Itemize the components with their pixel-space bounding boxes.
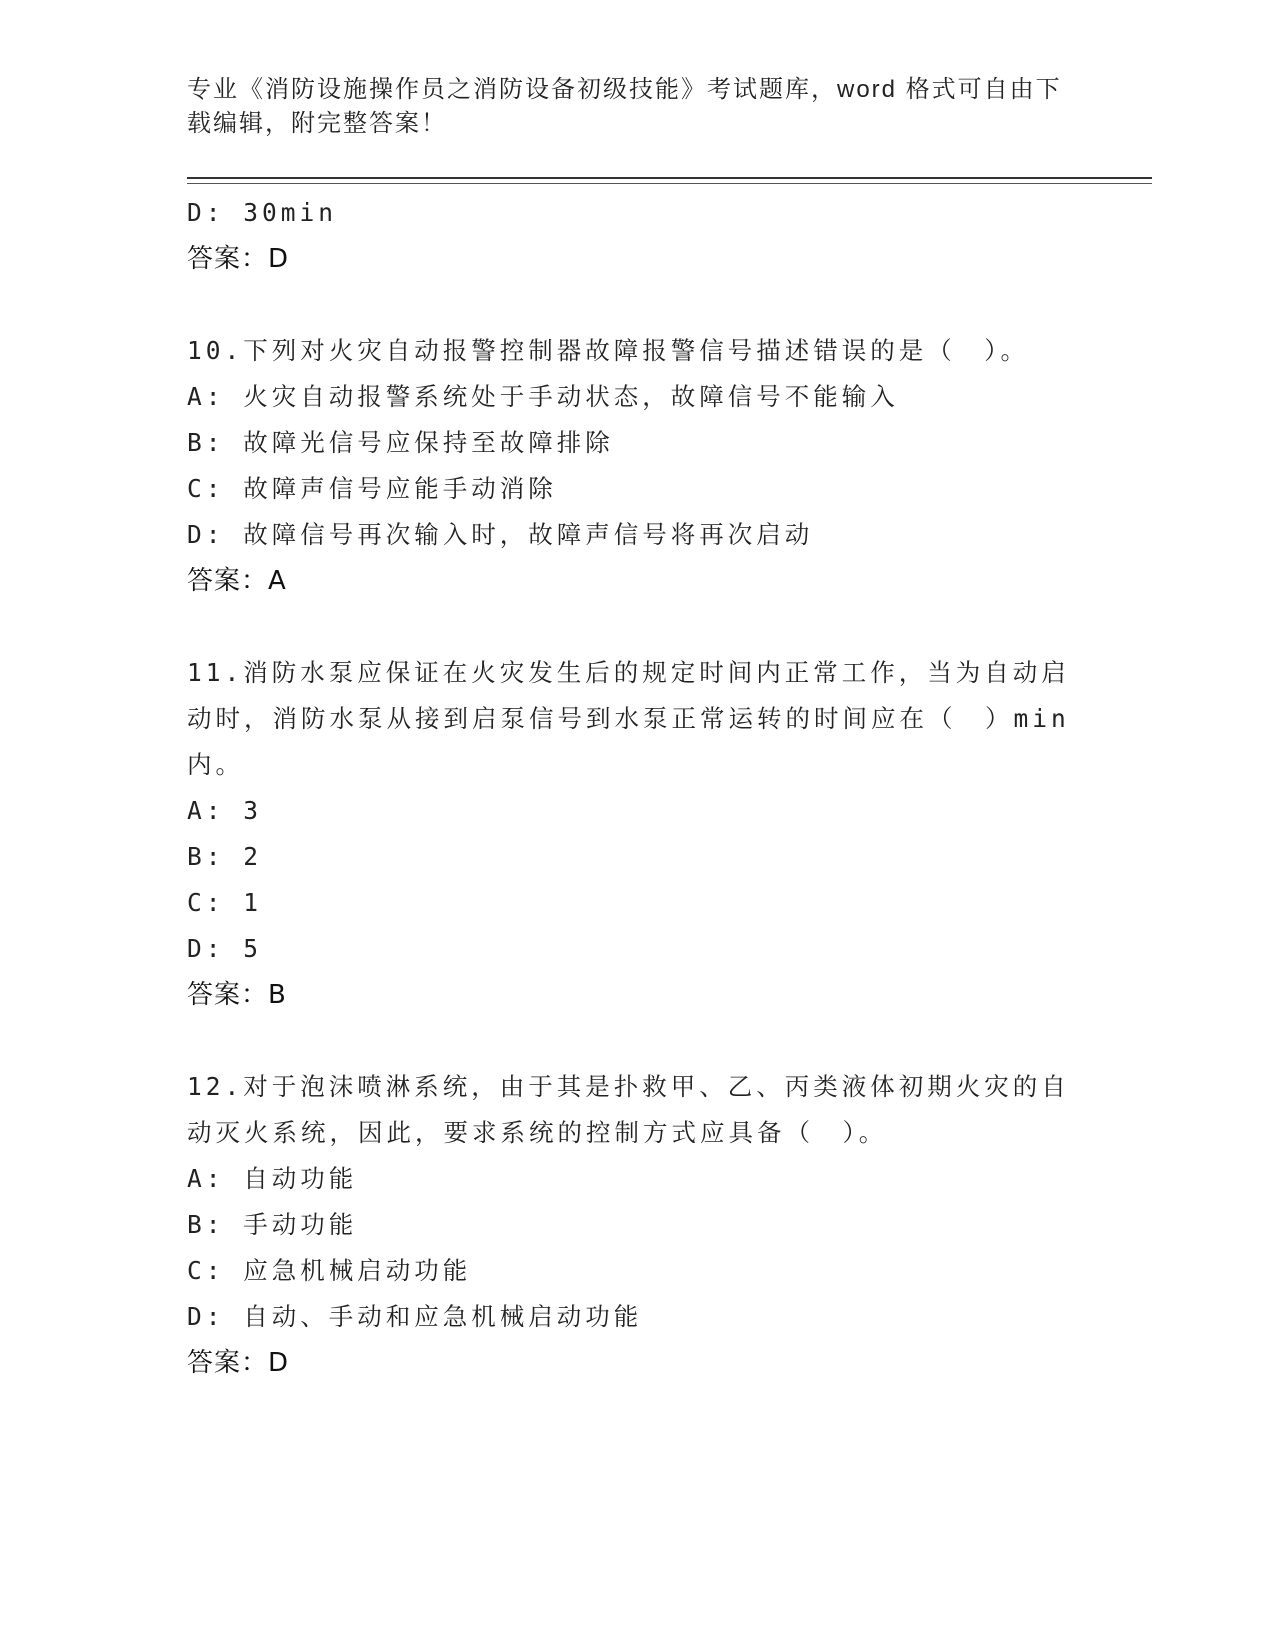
option-c: C: 应急机械启动功能	[187, 1256, 472, 1285]
prev-answer: 答案：D	[187, 244, 290, 274]
option-a: A: 3	[187, 796, 263, 825]
question-stem: 10.下列对火灾自动报警控制器故障报警信号描述错误的是（ ）。	[187, 336, 1029, 365]
option-c: C: 故障声信号应能手动消除	[187, 474, 557, 503]
header-divider-thick	[187, 177, 1152, 179]
question-stem-line-2: 动时，消防水泵从接到启泵信号到水泵正常运转的时间应在（ ）min	[187, 704, 1070, 733]
answer: 答案：A	[187, 566, 287, 596]
question-12	[187, 1064, 1087, 1386]
option-a: A: 火灾自动报警系统处于手动状态，故障信号不能输入	[187, 382, 899, 411]
option-d: D: 自动、手动和应急机械启动功能	[187, 1302, 643, 1331]
option-c: C: 1	[187, 888, 263, 917]
prev-option-d: D: 30min	[187, 198, 338, 227]
question-content	[187, 190, 1087, 1386]
option-b: B: 故障光信号应保持至故障排除	[187, 428, 614, 457]
question-stem-line-1: 11.消防水泵应保证在火灾发生后的规定时间内正常工作，当为自动启	[187, 658, 1070, 687]
question-stem-line-2: 动灭火系统，因此，要求系统的控制方式应具备（ ）。	[187, 1118, 888, 1147]
option-d: D: 5	[187, 934, 263, 963]
document-header: 专业《消防设施操作员之消防设备初级技能》考试题库，word 格式可自由下载编辑，附完整答案！	[187, 76, 1062, 137]
question-11	[187, 650, 1087, 1018]
answer: 答案：B	[187, 980, 287, 1010]
spacer	[187, 1018, 1087, 1064]
option-b: B: 2	[187, 842, 263, 871]
answer: 答案：D	[187, 1348, 290, 1378]
spacer	[187, 604, 1087, 650]
option-b: B: 手动功能	[187, 1210, 358, 1239]
question-stem-line-3: 内。	[187, 750, 244, 779]
question-10	[187, 328, 1087, 604]
option-d: D: 故障信号再次输入时，故障声信号将再次启动	[187, 520, 814, 549]
spacer	[187, 282, 1087, 328]
option-a: A: 自动功能	[187, 1164, 358, 1193]
header-divider-thin	[187, 183, 1152, 184]
question-stem-line-1: 12.对于泡沫喷淋系统，由于其是扑救甲、乙、丙类液体初期火灾的自	[187, 1072, 1070, 1101]
